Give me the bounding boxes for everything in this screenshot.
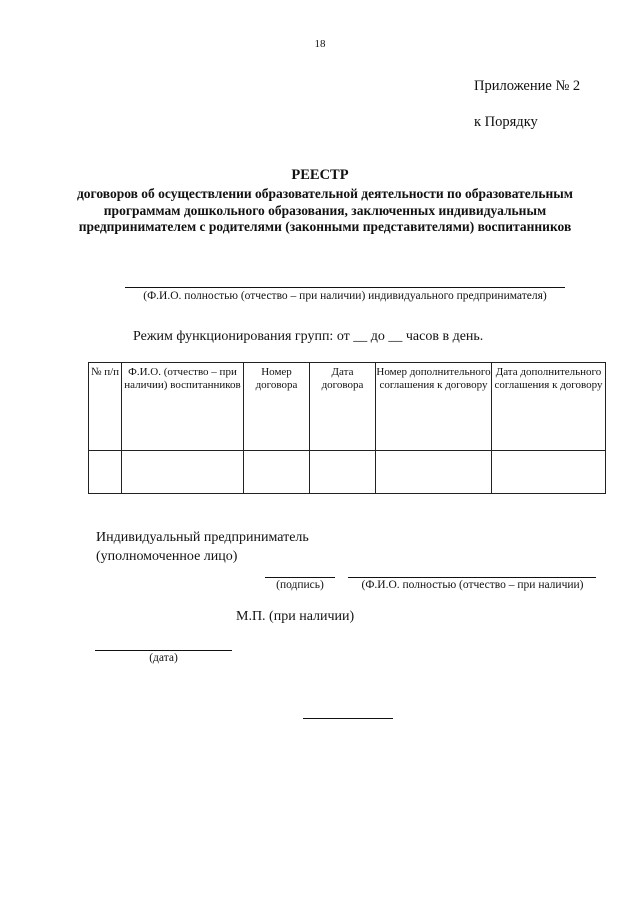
table-row [89, 451, 606, 494]
signature-caption: (подпись) [276, 579, 324, 591]
order-reference: к Порядку [474, 114, 538, 130]
registry-table [88, 362, 606, 494]
date-line [95, 650, 232, 651]
table-cell [492, 451, 606, 494]
table-cell [244, 451, 310, 494]
signer-title: Индивидуальный предприниматель [96, 530, 309, 545]
table-cell [122, 451, 244, 494]
entrepreneur-name-line [125, 287, 565, 288]
document-end-line [303, 718, 393, 719]
entrepreneur-name-caption: (Ф.И.О. полностью (отчество – при наличии) индивидуального предпринимателя) [143, 290, 547, 302]
column-header-pupil-name: Ф.И.О. (отчество – при наличии) воспитанников [122, 363, 244, 451]
seal-label: М.П. (при наличии) [236, 609, 355, 624]
table-cell [376, 451, 492, 494]
operating-hours-line: Режим функционирования групп: от __ до __ часов в день. [133, 329, 484, 344]
column-header-agreement-date: Дата дополнительного соглашения к договору [492, 363, 606, 451]
column-header-number: № п/п [89, 363, 122, 451]
column-header-contract-date: Дата договора [310, 363, 376, 451]
signature-line [265, 577, 335, 578]
signer-name-line [348, 577, 596, 578]
appendix-label: Приложение № 2 [474, 78, 581, 94]
page-number: 18 [314, 38, 326, 50]
table-cell [89, 451, 122, 494]
column-header-agreement-number: Номер дополнительного соглашения к договору [376, 363, 492, 451]
signer-subtitle: (уполномоченное лицо) [96, 549, 238, 564]
date-caption: (дата) [149, 652, 178, 664]
signer-name-caption: (Ф.И.О. полностью (отчество – при наличии) [361, 579, 584, 591]
table-cell [310, 451, 376, 494]
document-title: РЕЕСТР [291, 167, 349, 183]
document-subtitle: договоров об осуществлении образовательной деятельности по образовательным программам дошкольного образования, заключенных индивидуальным предпринимателем с родителями (законными представителями) воспитанников [76, 186, 574, 234]
table-header-row [89, 363, 606, 451]
column-header-contract-number: Номер договора [244, 363, 310, 451]
